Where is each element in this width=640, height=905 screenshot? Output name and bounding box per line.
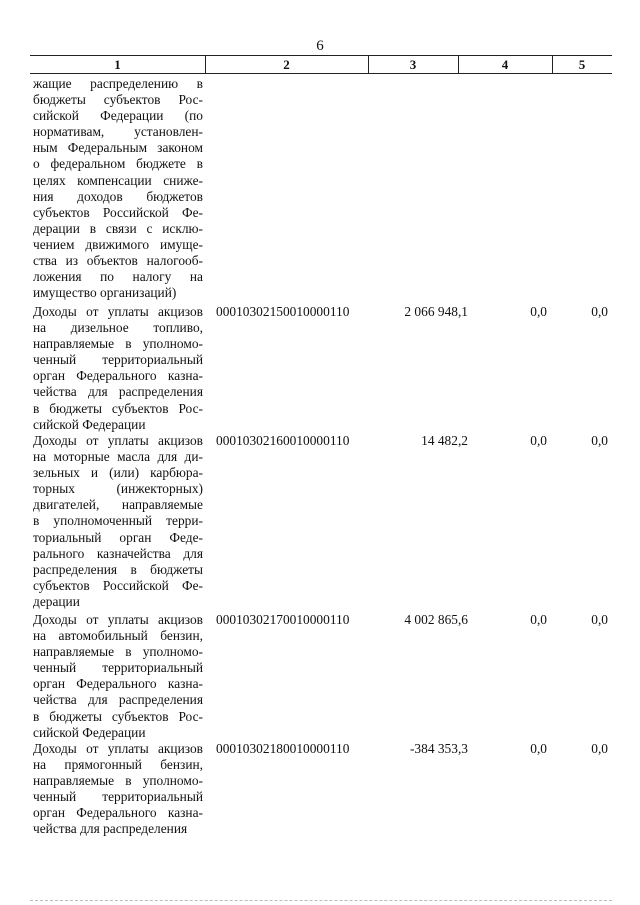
description-line: ченный территориальный [33, 660, 203, 676]
row-col5: 0,0 [591, 433, 608, 448]
description-line: жащие распределению в [33, 76, 203, 91]
row-value: 4 002 865,6 [404, 612, 468, 627]
description-line: о федеральном бюджете в [33, 156, 203, 172]
row-code: 00010302160010000110 [216, 433, 350, 448]
page-number: 6 [316, 38, 324, 54]
description-line: рального казначейства для [33, 545, 203, 561]
row-col5: 0,0 [591, 741, 608, 756]
description-line: нормативам, установлен- [33, 124, 203, 140]
description-line: дерации в связи с исклю- [33, 220, 203, 236]
description-line: сийской Федерации [33, 724, 146, 740]
description-line: субъектов Российской Фе- [33, 577, 203, 593]
description-line: на дизельное топливо, [33, 320, 203, 336]
description-line: орган Федерального казна- [33, 676, 203, 692]
description-line: целях компенсации сниже- [33, 172, 203, 188]
column-header-2: 2 [283, 57, 290, 72]
row-description [33, 304, 203, 433]
description-line: ства из объектов налогооб- [33, 253, 203, 269]
description-line: Доходы от уплаты акцизов [33, 741, 203, 756]
description-line: бюджеты субъектов Рос- [33, 92, 203, 108]
row-value: 2 066 948,1 [404, 304, 468, 319]
description-line: Доходы от уплаты акцизов [33, 612, 203, 627]
description-line: торных (инжекторных) [33, 481, 203, 497]
description-line: Доходы от уплаты акцизов [33, 433, 203, 448]
header-bottom-rule [30, 73, 612, 74]
description-line: чением движимого имуще- [33, 236, 203, 252]
row-col4: 0,0 [530, 612, 547, 627]
description-line: орган Федерального казна- [33, 368, 203, 384]
description-line: чейства для распределения [33, 692, 203, 708]
row-col4: 0,0 [530, 433, 547, 448]
row-description [33, 76, 203, 301]
description-line: ложения по налогу на [33, 269, 203, 285]
row-description [33, 612, 203, 741]
page-bottom-edge [30, 900, 612, 901]
description-line: зельных и (или) карбюра- [33, 465, 203, 481]
description-line: субъектов Российской Фе- [33, 204, 203, 220]
description-line: ториальный орган Феде- [33, 529, 203, 545]
column-header-5: 5 [578, 57, 586, 72]
description-line: направляемые в уполномо- [33, 773, 203, 789]
description-line: имущество организаций) [33, 285, 177, 301]
row-col5: 0,0 [591, 612, 608, 627]
row-code: 00010302180010000110 [216, 741, 350, 756]
description-line: в бюджеты субъектов Рос- [33, 708, 203, 724]
description-line: двигателей, направляемые [33, 497, 203, 513]
row-description [33, 741, 203, 838]
description-line: на автомобильный бензин, [33, 628, 203, 644]
row-col4: 0,0 [530, 304, 547, 319]
description-line: чейства для распределения [33, 821, 188, 837]
description-line: в бюджеты субъектов Рос- [33, 400, 203, 416]
column-header-3: 3 [409, 57, 417, 72]
row-code: 00010302170010000110 [216, 612, 350, 627]
description-line: ченный территориальный [33, 789, 203, 805]
description-line: на моторные масла для ди- [33, 449, 203, 465]
column-header-4: 4 [501, 57, 509, 72]
row-description [33, 433, 203, 610]
column-header-1: 1 [114, 57, 121, 72]
description-line: сийской Федерации (по [33, 108, 203, 124]
description-line: чейства для распределения [33, 384, 203, 400]
row-col4: 0,0 [530, 741, 547, 756]
description-line: Доходы от уплаты акцизов [33, 304, 203, 319]
row-col5: 0,0 [591, 304, 608, 319]
description-line: ченный территориальный [33, 352, 203, 368]
description-line: ным Федеральным законом [33, 140, 203, 156]
description-line: распределения в бюджеты [33, 561, 203, 577]
description-line: направляемые в уполномо- [33, 644, 203, 660]
description-line: сийской Федерации [33, 416, 146, 432]
description-line: орган Федерального казна- [33, 805, 203, 821]
description-line: ния доходов бюджетов [33, 188, 203, 204]
description-line: в уполномоченный терри- [33, 513, 203, 529]
row-value: 14 482,2 [421, 433, 468, 448]
description-line: направляемые в уполномо- [33, 336, 203, 352]
description-line: на прямогонный бензин, [33, 757, 203, 773]
row-code: 00010302150010000110 [216, 304, 350, 319]
description-line: дерации [33, 593, 80, 609]
row-value: -384 353,3 [409, 741, 468, 756]
